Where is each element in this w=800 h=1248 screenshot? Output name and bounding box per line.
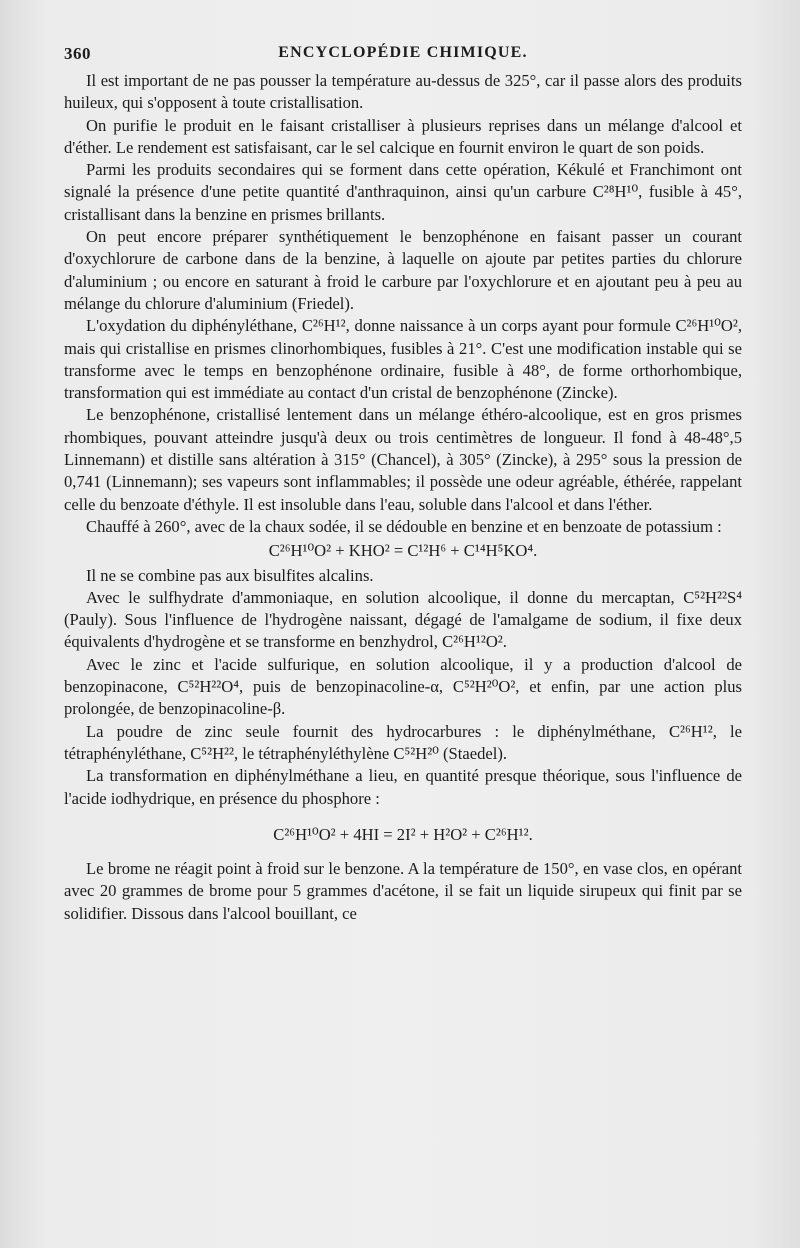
- paragraph: Avec le sulfhydrate d'ammoniaque, en solution alcoolique, il donne du mercaptan, C⁵²H²²S⁴ (Pauly). Sous l'influence de l'hydrogène naissant, dégagé de l'amalgame de sodium, il fixe deux équivalents d'hydrogène et se transforme en benzhydrol, C²⁶H¹²O².: [64, 587, 742, 652]
- paragraph: Il est important de ne pas pousser la température au-dessus de 325°, car il passe alors des produits huileux, qui s'opposent à toute cristallisation.: [64, 71, 742, 113]
- paragraph: La poudre de zinc seule fournit des hydrocarbures : le diphénylméthane, C²⁶H¹², le tétraphényléthane, C⁵²H²², le tétraphényléthylène C⁵²H²⁰ (Staedel).: [64, 721, 742, 763]
- paragraph: L'oxydation du diphényléthane, C²⁶H¹², donne naissance à un corps ayant pour formule C²⁶H¹⁰O², mais qui cristallise en prismes clinorhombiques, fusibles à 21°. C'est une modification instable qui se transforme avec le temps en benzophénone ordinaire, fusible à 48°, de forme orthorhombique, transformation qui est immédiate au contact d'un cristal de benzophénone (Zincke).: [64, 316, 742, 403]
- page-header: [64, 0, 742, 63]
- page-body: [64, 70, 742, 925]
- paragraph: La transformation en diphénylméthane a lieu, en quantité presque théorique, sous l'influence de l'acide iodhydrique, en présence du phosphore :: [64, 766, 742, 808]
- paragraph: On purifie le produit en le faisant cristalliser à plusieurs reprises dans un mélange d'alcool et d'éther. Le rendement est satisfaisant, car le sel calcique en fournit environ le quart de son poids.: [64, 115, 742, 157]
- paragraph: Avec le zinc et l'acide sulfurique, en solution alcoolique, il y a production d'alcool de benzopinacone, C⁵²H²²O⁴, puis de benzopinacoline-α, C⁵²H²⁰O², et enfin, par une action plus prolongée, de benzopinacoline-β.: [64, 654, 742, 719]
- paragraph: Parmi les produits secondaires qui se forment dans cette opération, Kékulé et Franchimont ont signalé la présence d'une petite quantité d'anthraquinon, ainsi qu'un carbure C²⁸H¹⁰, fusible à 45°, cristallisant dans la benzine en prismes brillants.: [64, 160, 742, 224]
- paragraph: Le brome ne réagit point à froid sur le benzone. A la température de 150°, en vase clos, en opérant avec 20 grammes de brome pour 5 grammes d'acétone, il se fait un liquide sirupeux qui finit par se solidifier. Dissous dans l'alcool bouillant, ce: [64, 859, 742, 923]
- paragraph: Chauffé à 260°, avec de la chaux sodée, il se dédouble en benzine et en benzoate de potassium :: [86, 516, 722, 536]
- chemical-equation: C²⁶H¹⁰O² + 4HI = 2I² + H²O² + C²⁶H¹².: [273, 824, 533, 844]
- paragraph: Le benzophénone, cristallisé lentement dans un mélange éthéro-alcoolique, est en gros prismes rhombiques, pouvant atteindre jusqu'à deux ou trois centimètres de longueur. Il fond à 48-48°,5 Linnemann) et distille sans altération à 315° (Chancel), à 305° (Zincke), à 295° sous la pression de 0,741 (Linnemann); ses vapeurs sont inflammables; il possède une odeur agréable, éthérée, rappelant celle du benzoate d'éthyle. Il est insoluble dans l'eau, soluble dans l'alcool et dans l'éther.: [64, 405, 742, 514]
- chemical-equation: C²⁶H¹⁰O² + KHO² = C¹²H⁶ + C¹⁴H⁵KO⁴.: [268, 541, 538, 561]
- paragraph: On peut encore préparer synthétiquement le benzophénone en faisant passer un courant d'oxychlorure de carbone dans de la benzine, à laquelle on ajoute par petites parties du chlorure d'aluminium ; ou encore en saturant à froid le carbure par l'oxychlorure et en ajoutant peu à peu au mélange du chlorure d'aluminium (Friedel).: [64, 227, 742, 313]
- running-title: ENCYCLOPÉDIE CHIMIQUE.: [278, 44, 528, 61]
- paragraph: Il ne se combine pas aux bisulfites alcalins.: [86, 565, 374, 585]
- page-number: 360: [64, 44, 91, 63]
